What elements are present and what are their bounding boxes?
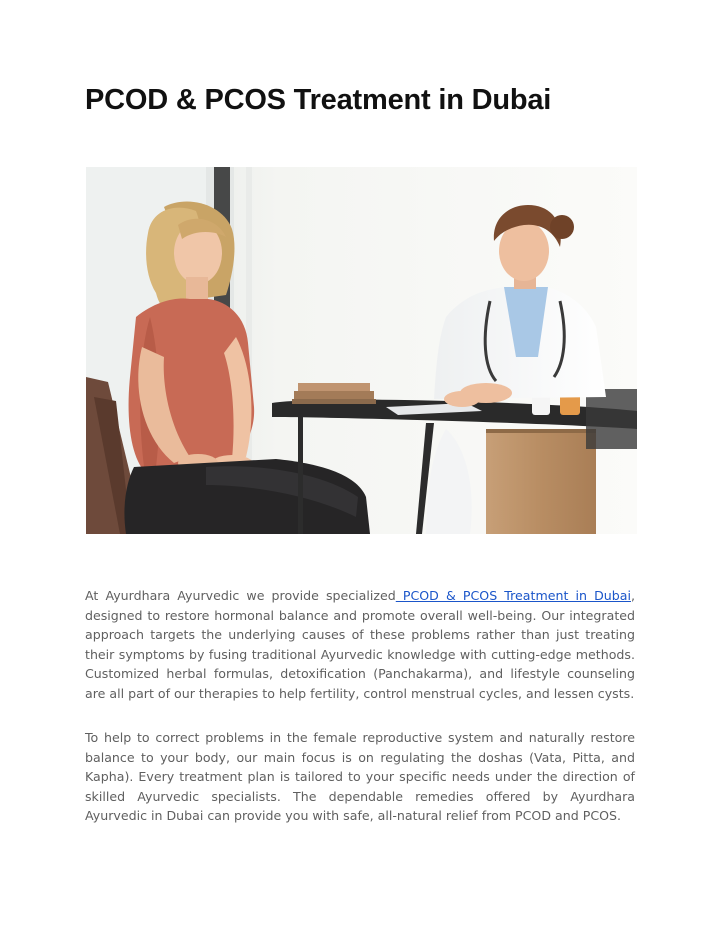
- intro-text-before-link: At Ayurdhara Ayurvedic we provide specialized: [85, 588, 396, 603]
- consultation-photo: [86, 167, 637, 534]
- intro-paragraph: [85, 586, 635, 703]
- pcod-pcos-treatment-link[interactable]: PCOD & PCOS Treatment in Dubai: [395, 588, 631, 603]
- consultation-illustration: [86, 167, 637, 534]
- focus-paragraph: To help to correct problems in the female reproductive system and naturally restore balance to your body, our main focus is on regulating the doshas (Vata, Pitta, and Kapha). Every treatment plan is tailored to your specific needs under the direction of skilled Ayurvedic specialists. The dependable remedies offered by Ayurdhara Ayurvedic in Dubai can provide you with safe, all-natural relief from PCOD and PCOS.: [85, 730, 635, 823]
- page-title: PCOD & PCOS Treatment in Dubai: [85, 84, 552, 116]
- intro-text-after-link: , designed to restore hormonal balance and promote overall well-being. Our integrated approach targets the underlying causes of these problems rather than just treating their symptoms by fusing traditional Ayurvedic knowledge with cutting-edge methods. Customized herbal formulas, detoxification (Panchakarma), and lifestyle counseling are all part of our therapies to help fertility, control menstrual cycles, and lessen cysts.: [85, 588, 635, 701]
